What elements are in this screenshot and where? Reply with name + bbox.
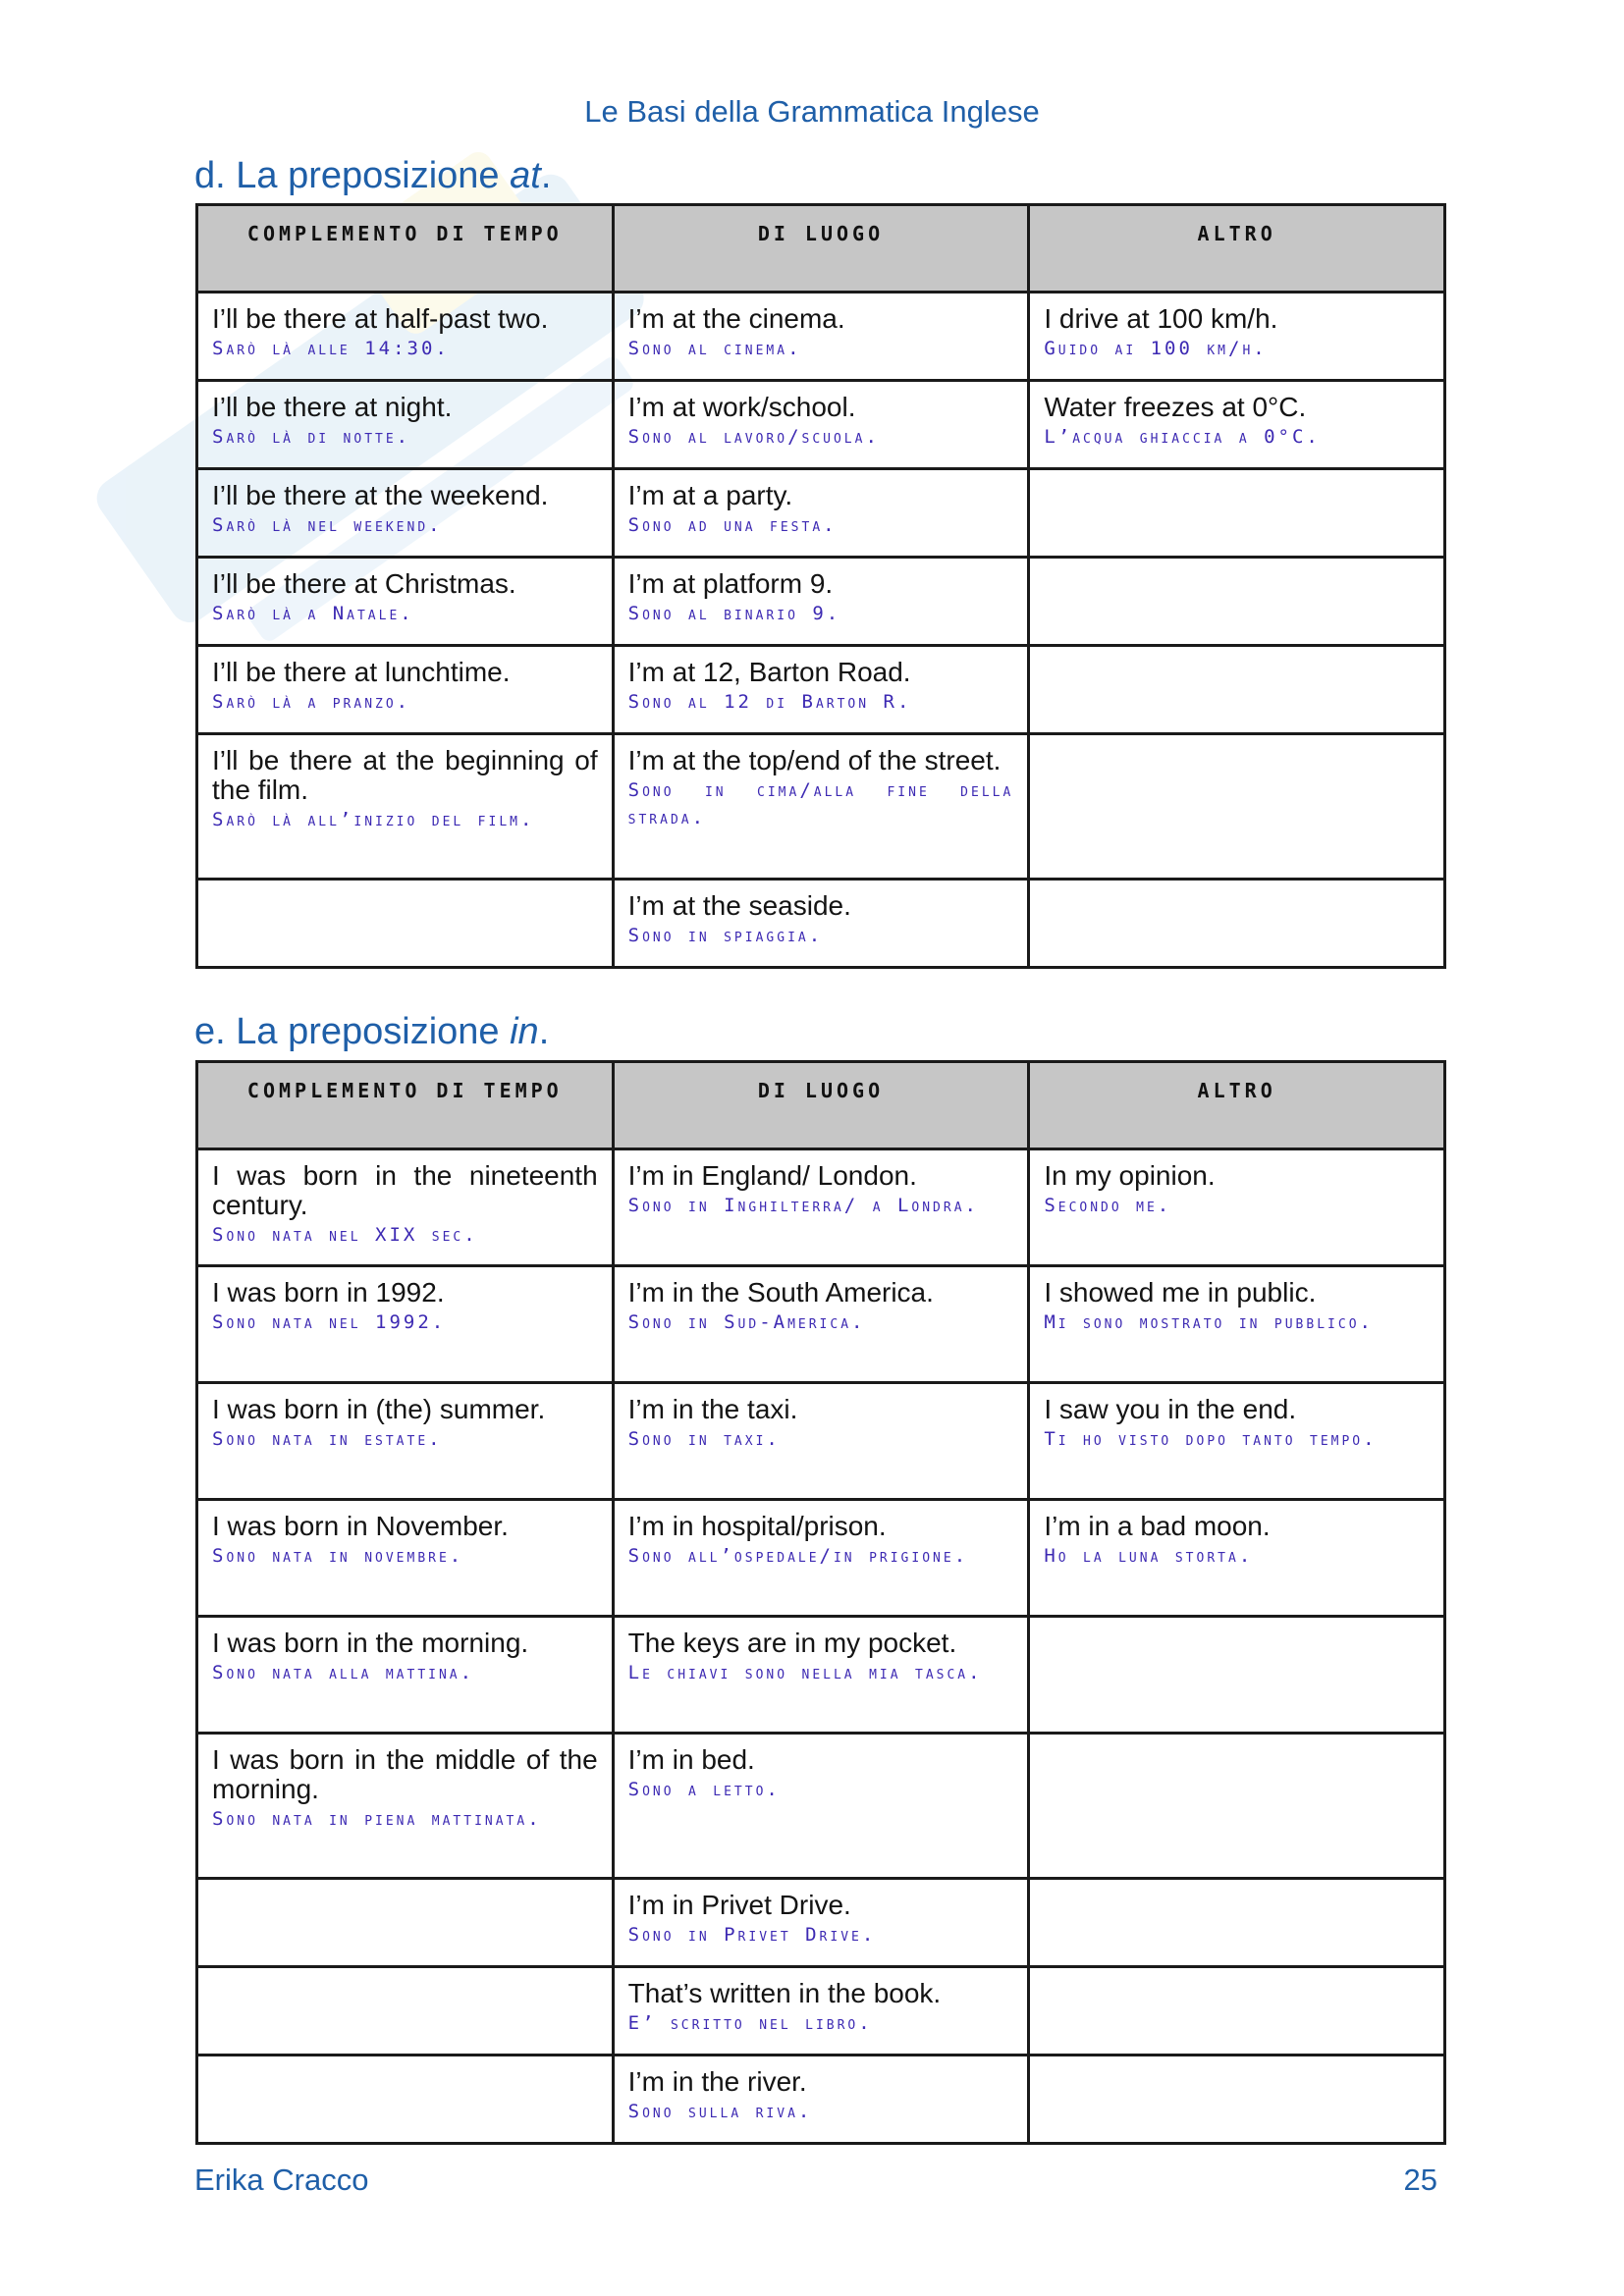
table-cell-empty — [197, 880, 614, 968]
table-cell-empty — [1029, 734, 1445, 880]
table-cell-empty — [1029, 2056, 1445, 2144]
english-example: I saw you in the end. — [1044, 1394, 1297, 1424]
table-cell — [197, 734, 614, 880]
italian-translation: Le chiavi sono nella mia tasca. — [627, 1662, 983, 1683]
italian-translation: Sono nata nel XIX sec. — [212, 1224, 478, 1246]
english-example: I was born in November. — [212, 1511, 509, 1541]
section-title-e: e. La preposizione in. — [194, 1011, 550, 1052]
italian-translation: Mi sono mostrato in pubblico. — [1044, 1311, 1374, 1333]
table-cell-empty — [1029, 1617, 1445, 1734]
italian-translation: Sono nata in novembre. — [212, 1545, 464, 1567]
table-cell — [197, 558, 614, 646]
italian-translation: Sono nata in piena mattinata. — [212, 1808, 542, 1830]
table-cell — [1029, 1149, 1445, 1266]
english-example: I’m at the cinema. — [627, 303, 845, 334]
table-row — [197, 1500, 1445, 1617]
english-example: I’m at work/school. — [627, 392, 856, 422]
table-cell — [197, 1734, 614, 1879]
header-altro: ALTRO — [1029, 205, 1445, 293]
table-cell-empty — [197, 2056, 614, 2144]
english-example: I’m at the top/end of the street. — [627, 745, 1001, 775]
english-example: I was born in (the) summer. — [212, 1394, 546, 1424]
table-cell — [613, 1879, 1029, 1967]
table-cell-empty — [1029, 469, 1445, 558]
italian-translation: Sono in spiaggia. — [627, 925, 824, 946]
italian-translation: Guido ai 100 km/h. — [1044, 338, 1268, 359]
english-example: I’m in Privet Drive. — [627, 1890, 851, 1920]
table-cell-empty — [1029, 880, 1445, 968]
italian-translation: Sarò là all’inizio del film. — [212, 809, 535, 830]
english-example: I’m in the river. — [627, 2066, 807, 2097]
table-cell — [613, 469, 1029, 558]
italian-translation: Ti ho visto dopo tanto tempo. — [1044, 1428, 1378, 1450]
table-cell — [197, 646, 614, 734]
table-cell — [197, 1383, 614, 1500]
running-head: Le Basi della Grammatica Inglese — [584, 94, 1040, 129]
italian-translation: Sarò là di notte. — [212, 426, 411, 448]
table-cell — [613, 734, 1029, 880]
table-cell — [197, 1617, 614, 1734]
header-complemento-di-tempo: COMPLEMENTO DI TEMPO — [197, 205, 614, 293]
english-example: Water freezes at 0°C. — [1044, 392, 1307, 422]
italian-translation: Sono sulla riva. — [627, 2101, 813, 2122]
english-example: I’m at the seaside. — [627, 890, 851, 921]
italian-translation: Sono a letto. — [627, 1779, 781, 1800]
table-cell — [1029, 381, 1445, 469]
english-example: I’m in the taxi. — [627, 1394, 798, 1424]
italian-translation: L’acqua ghiaccia a 0°C. — [1044, 426, 1321, 448]
table-cell — [197, 381, 614, 469]
preposition-in: in — [510, 1011, 539, 1052]
english-example: I’m in hospital/prison. — [627, 1511, 887, 1541]
table-cell — [197, 293, 614, 381]
table-cell — [197, 1500, 614, 1617]
header-altro: ALTRO — [1029, 1062, 1445, 1149]
italian-translation: Sarò là nel weekend. — [212, 514, 443, 536]
english-example: I’ll be there at Christmas. — [212, 568, 516, 599]
italian-translation: Ho la luna storta. — [1044, 1545, 1254, 1567]
italian-translation: Sono in taxi. — [627, 1428, 781, 1450]
table-cell — [613, 1734, 1029, 1879]
english-example: I’m in bed. — [627, 1744, 755, 1775]
table-cell — [613, 381, 1029, 469]
table-cell — [613, 1149, 1029, 1266]
header-row — [197, 205, 1445, 293]
table-row — [197, 1879, 1445, 1967]
table-cell — [1029, 1383, 1445, 1500]
italian-translation: Sono al lavoro/scuola. — [627, 426, 880, 448]
table-cell — [197, 469, 614, 558]
table-row — [197, 646, 1445, 734]
italian-translation: Sono al cinema. — [627, 338, 802, 359]
italian-translation: Sarò là a pranzo. — [212, 691, 411, 713]
table-cell — [613, 2056, 1029, 2144]
english-example: I was born in 1992. — [212, 1277, 445, 1308]
english-example: I was born in the middle of the morning. — [212, 1744, 598, 1804]
table-cell-empty — [197, 1879, 614, 1967]
italian-translation: Sono in Inghilterra/ a Londra. — [627, 1195, 979, 1216]
table-preposition-at — [195, 203, 1446, 969]
table-cell-empty — [1029, 1734, 1445, 1879]
english-example: In my opinion. — [1044, 1160, 1216, 1191]
table-cell-empty — [1029, 646, 1445, 734]
italian-translation: Secondo me. — [1044, 1195, 1172, 1216]
header-di-luogo: DI LUOGO — [613, 1062, 1029, 1149]
english-example: I’m in England/ London. — [627, 1160, 917, 1191]
english-example: The keys are in my pocket. — [627, 1628, 957, 1658]
header-row — [197, 1062, 1445, 1149]
table-row — [197, 1149, 1445, 1266]
table-row — [197, 1266, 1445, 1383]
english-example: I’m in a bad moon. — [1044, 1511, 1271, 1541]
table-cell — [613, 558, 1029, 646]
table-row — [197, 469, 1445, 558]
table-preposition-in — [195, 1060, 1446, 2145]
english-example: I’m at 12, Barton Road. — [627, 657, 911, 687]
italian-translation: Sono all’ospedale/in prigione. — [627, 1545, 969, 1567]
table-cell — [613, 646, 1029, 734]
table-cell — [197, 1266, 614, 1383]
italian-translation: Sono nata in estate. — [212, 1428, 443, 1450]
page-number: 25 — [1403, 2163, 1437, 2197]
table-row — [197, 1617, 1445, 1734]
english-example: I’ll be there at the weekend. — [212, 480, 549, 510]
preposition-at: at — [510, 155, 541, 196]
table-cell — [1029, 1500, 1445, 1617]
table-cell — [1029, 293, 1445, 381]
table-row — [197, 2056, 1445, 2144]
table-row — [197, 734, 1445, 880]
table-cell — [1029, 1266, 1445, 1383]
italian-translation: Sono nata nel 1992. — [212, 1311, 447, 1333]
english-example: I’ll be there at half-past two. — [212, 303, 549, 334]
italian-translation: Sono in Sud-America. — [627, 1311, 866, 1333]
table-row — [197, 1383, 1445, 1500]
italian-translation: Sarò là a Natale. — [212, 603, 414, 624]
table-cell — [613, 1617, 1029, 1734]
italian-translation: Sono in Privet Drive. — [627, 1924, 877, 1946]
table-row — [197, 1734, 1445, 1879]
table-cell — [613, 1383, 1029, 1500]
table-row — [197, 1967, 1445, 2056]
table-cell — [613, 880, 1029, 968]
english-example: I was born in the morning. — [212, 1628, 529, 1658]
english-example: I drive at 100 km/h. — [1044, 303, 1278, 334]
table-cell — [613, 293, 1029, 381]
italian-translation: Sarò là alle 14:30. — [212, 338, 450, 359]
english-example: I’ll be there at night. — [212, 392, 453, 422]
italian-translation: Sono al binario 9. — [627, 603, 841, 624]
header-complemento-di-tempo: COMPLEMENTO DI TEMPO — [197, 1062, 614, 1149]
english-example: I was born in the nineteenth century. — [212, 1160, 598, 1220]
english-example: I’m at a party. — [627, 480, 793, 510]
english-example: I’m in the South America. — [627, 1277, 934, 1308]
english-example: I’ll be there at lunchtime. — [212, 657, 511, 687]
italian-translation: Sono ad una festa. — [627, 514, 838, 536]
italian-translation: Sono al 12 di Barton R. — [627, 691, 912, 713]
italian-translation: Sono nata alla mattina. — [212, 1662, 475, 1683]
english-example: I’m at platform 9. — [627, 568, 834, 599]
table-cell-empty — [1029, 558, 1445, 646]
italian-translation: Sono in cima/alla fine della strada. — [627, 779, 1014, 828]
table-row — [197, 293, 1445, 381]
table-cell — [613, 1266, 1029, 1383]
table-row — [197, 381, 1445, 469]
table-cell-empty — [1029, 1879, 1445, 1967]
header-di-luogo: DI LUOGO — [613, 205, 1029, 293]
english-example: That’s written in the book. — [627, 1978, 942, 2008]
english-example: I’ll be there at the beginning of the film. — [212, 745, 598, 805]
table-row — [197, 880, 1445, 968]
italian-translation: E’ scritto nel libro. — [627, 2012, 873, 2034]
table-cell — [613, 1967, 1029, 2056]
table-cell — [197, 1149, 614, 1266]
table-cell-empty — [1029, 1967, 1445, 2056]
english-example: I showed me in public. — [1044, 1277, 1317, 1308]
table-cell — [613, 1500, 1029, 1617]
section-title-d: d. La preposizione at. — [194, 155, 552, 196]
footer-author: Erika Cracco — [194, 2163, 369, 2197]
table-cell-empty — [197, 1967, 614, 2056]
table-row — [197, 558, 1445, 646]
